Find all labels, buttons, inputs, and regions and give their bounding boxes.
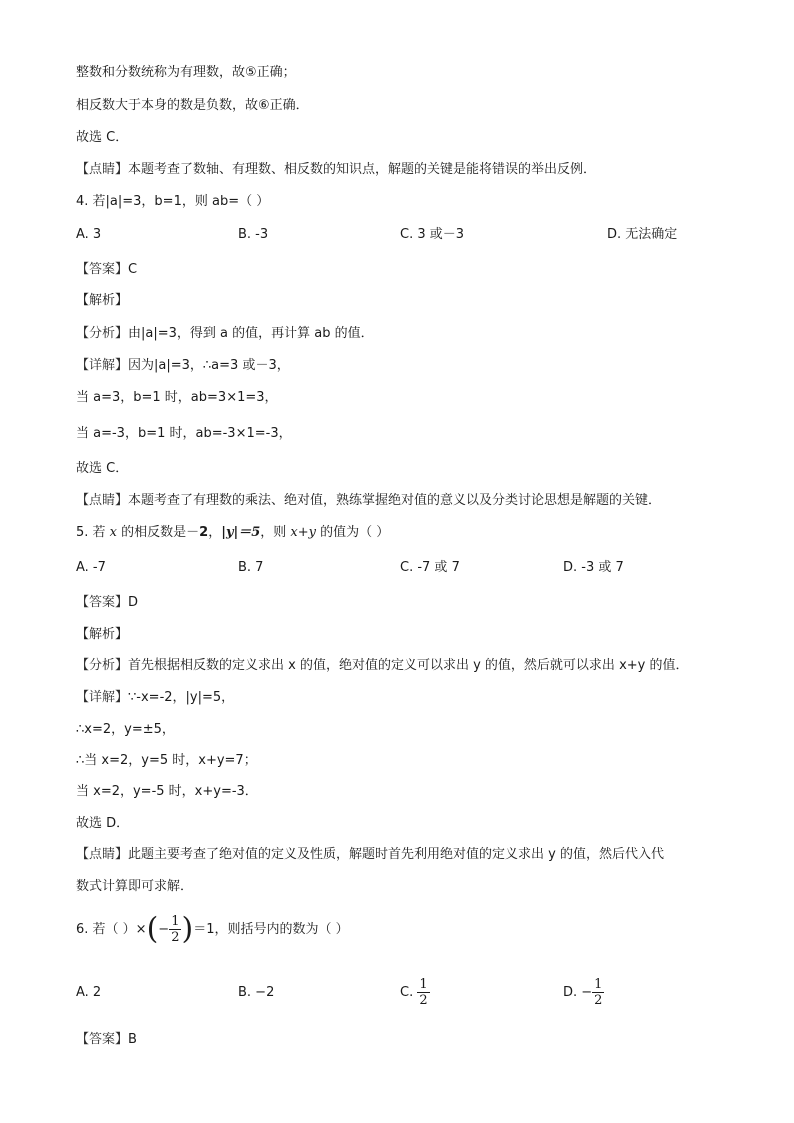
comment-text: 本题考查了有理数的乘法、绝对值，熟练掌握绝对值的意义以及分类讨论思想是解题的关键．	[128, 493, 662, 508]
fraction-numerator: 1	[419, 977, 428, 992]
stem-part: ，则	[260, 525, 291, 540]
stem-part: ＝1，则括号内的数为（ ）	[193, 922, 349, 937]
text-line: 故选 C．	[76, 130, 129, 145]
q4-option-b: B. -3	[238, 227, 269, 242]
detail-tag: 【详解】	[76, 358, 129, 373]
q5-option-c: C. -7 或 7	[400, 560, 460, 575]
right-paren: )	[181, 911, 194, 947]
q5-comment	[76, 846, 664, 864]
fraction-one-half	[592, 977, 604, 1008]
question-6-stem	[76, 912, 349, 948]
comment-text: 此题主要考查了绝对值的定义及性质，解题时首先利用绝对值的定义求出 y 的值，然后代入代	[128, 847, 664, 862]
q6-answer	[76, 1031, 137, 1049]
fenxi-text: 首先根据相反数的定义求出 x 的值，绝对值的定义可以求出 y 的值，然后就可以求出 x+y 的值．	[128, 658, 689, 673]
q4-fenxi	[76, 325, 374, 343]
q5-fenxi	[76, 657, 688, 675]
comment-line	[76, 161, 596, 179]
answer-value: B	[128, 1032, 137, 1047]
stem-part: 5. 若	[76, 525, 110, 540]
q5-step-3: 当 x=2，y=-5 时，x+y=-3．	[76, 784, 258, 799]
comment-text: 本题考查了数轴、有理数、相反数的知识点，解题的关键是能将错误的举出反例．	[128, 162, 597, 177]
option-label: D. −	[563, 985, 593, 1000]
stem-part: 6. 若（ ）×	[76, 922, 147, 937]
q6-option-d	[563, 973, 604, 1013]
abs-y-expression: |y|＝5	[221, 525, 261, 540]
q5-analysis-heading: 【解析】	[76, 627, 129, 642]
minus-sign: −	[158, 922, 170, 937]
q5-step-2: ∴当 x=2，y=5 时，x+y=7；	[76, 753, 257, 768]
question-4-stem: 4. 若|a|=3，b=1，则 ab=（ ）	[76, 194, 270, 209]
detail-text: ∵-x=-2，|y|=5，	[128, 690, 235, 705]
text-line: 相反数大于本身的数是负数，故⑥正确．	[76, 98, 309, 113]
detail-text: 因为|a|=3，∴a=3 或－3，	[128, 358, 290, 373]
fraction-one-half	[169, 914, 181, 945]
detail-tag: 【详解】	[76, 690, 129, 705]
comment-tag: 【点睛】	[76, 847, 129, 862]
q4-analysis-heading: 【解析】	[76, 293, 129, 308]
q5-step-1: ∴x=2，y=±5，	[76, 722, 175, 737]
fraction-numerator: 1	[594, 977, 603, 992]
fraction-denominator: 2	[419, 993, 428, 1008]
fenxi-tag: 【分析】	[76, 658, 129, 673]
q4-case-1: 当 a=3，b=1 时，ab=3×1=3，	[76, 390, 278, 405]
q5-conclusion: 故选 D．	[76, 816, 130, 831]
q4-option-c: C. 3 或－3	[400, 227, 465, 242]
comment-tag: 【点睛】	[76, 493, 129, 508]
q5-comment-continued: 数式计算即可求解．	[76, 879, 194, 894]
fraction-denominator: 2	[594, 993, 603, 1008]
q6-option-c	[400, 973, 430, 1013]
fenxi-text: 由|a|=3，得到 a 的值，再计算 ab 的值．	[128, 326, 374, 341]
answer-tag: 【答案】	[76, 262, 129, 277]
option-label: C.	[400, 985, 414, 1000]
x-plus-y: x+y	[290, 525, 316, 540]
q4-case-2: 当 a=-3，b=1 时，ab=-3×1=-3，	[76, 426, 292, 441]
q4-comment	[76, 492, 661, 510]
value-2: 2	[199, 525, 209, 540]
answer-tag: 【答案】	[76, 595, 129, 610]
q5-option-a: A. -7	[76, 560, 106, 575]
fenxi-tag: 【分析】	[76, 326, 129, 341]
q5-option-d: D. -3 或 7	[563, 560, 624, 575]
q5-answer	[76, 594, 138, 612]
q6-option-a: A. 2	[76, 985, 102, 1000]
stem-part: 的相反数是－	[117, 525, 200, 540]
answer-tag: 【答案】	[76, 1032, 129, 1047]
q4-option-a: A. 3	[76, 227, 102, 242]
q4-detail	[76, 357, 290, 375]
question-5-stem	[76, 524, 389, 542]
q4-conclusion: 故选 C．	[76, 461, 129, 476]
answer-value: C	[128, 262, 138, 277]
answer-value: D	[128, 595, 139, 610]
var-x: x	[109, 525, 118, 540]
comment-tag: 【点睛】	[76, 162, 129, 177]
q6-option-b: B. −2	[238, 985, 275, 1000]
fraction-one-half	[417, 977, 429, 1008]
q5-detail	[76, 689, 234, 707]
fraction-denominator: 2	[171, 930, 180, 945]
text-line: 整数和分数统称为有理数，故⑤正确；	[76, 65, 296, 80]
q5-option-b: B. 7	[238, 560, 264, 575]
left-paren: (	[146, 911, 159, 947]
stem-part: ，	[208, 525, 222, 540]
q4-option-d: D. 无法确定	[607, 227, 678, 242]
fraction-numerator: 1	[171, 914, 180, 929]
stem-part: 的值为（ ）	[316, 525, 390, 540]
q4-answer	[76, 261, 137, 279]
